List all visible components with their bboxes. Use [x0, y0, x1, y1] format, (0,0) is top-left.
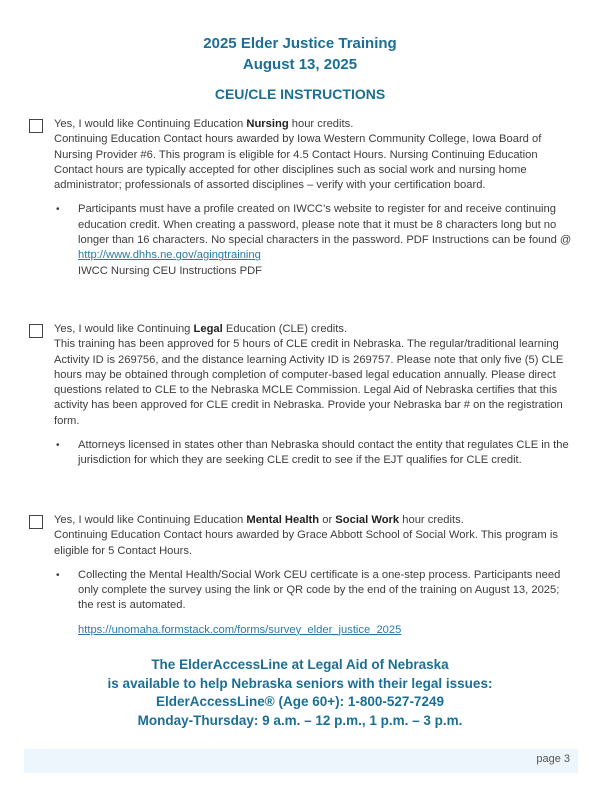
nursing-lead-bold: Nursing [246, 118, 289, 130]
legal-lead-bold: Legal [193, 323, 223, 335]
legal-lead-text: Yes, I would like Continuing [54, 323, 194, 335]
nursing-bullet-text: Participants must have a profile created on IWCC’s website to register for and receive continuing education credit. When creating a password, please note that it must be 8 characters long but no longer than 16 characters. No special characters in the password. PDF Instructions can be found @ [78, 203, 572, 247]
mh-lead-text: Yes, I would like Continuing Education [54, 514, 247, 526]
legal-lead-post: Education (CLE) credits. [222, 323, 348, 335]
legal-section [29, 322, 574, 469]
nursing-lead-post: hour credits. [288, 118, 354, 130]
mh-bullet-text: Collecting the Mental Health/Social Work CEU certificate is a one-step process. Participants need only complete the survey using the link or QR code by the end of the training on August 13, 2025; the rest is automated. [78, 568, 561, 612]
document-header [0, 33, 600, 104]
legal-description [54, 322, 574, 429]
mental-health-description [54, 513, 574, 559]
survey-link[interactable]: https://unomaha.formstack.com/forms/survey_elder_justice_2025 [78, 623, 402, 636]
contact-line-1: The ElderAccessLine at Legal Aid of Nebraska [151, 657, 449, 672]
mh-body: Continuing Education Contact hours awarded by Grace Abbott School of Social Work. This program is eligible for 5 Contact Hours. [54, 529, 558, 557]
legal-credit-checkbox[interactable] [29, 324, 43, 338]
contact-line-2: is available to help Nebraska seniors with their legal issues: [107, 675, 493, 691]
instructions-heading: CEU/CLE INSTRUCTIONS [214, 86, 386, 102]
nursing-description [54, 117, 574, 193]
legal-bullet [78, 438, 574, 469]
mh-lead-post: hour credits. [399, 514, 464, 526]
legal-bullet-text: Attorneys licensed in states other than Nebraska should contact the entity that regulates CLE in the jurisdiction for which they are seeking CLE credit to see if the EJT qualifies for CLE credit. [78, 439, 569, 467]
mh-lead-bold2: Social Work [335, 514, 400, 526]
mh-lead-bold: Mental Health [246, 514, 320, 526]
nursing-bullet [78, 202, 574, 278]
aging-training-link[interactable]: http://www.dhhs.ne.gov/agingtraining [78, 249, 261, 262]
nursing-body: Continuing Education Contact hours awarded by Iowa Western Community College, Iowa Board of Nursing Provider #6. This program is eligible for 4.5 Contact Hours. Nursing Continuing Education Contact hours are typically accepted for other disciplines such as social work and nursing home administrator; professionals of assorted disciplines – verify with your certification board. [54, 133, 542, 192]
mental-health-credit-checkbox[interactable] [29, 515, 43, 529]
iwcc-pdf-label: IWCC Nursing CEU Instructions PDF [78, 264, 263, 277]
nursing-credit-checkbox[interactable] [29, 119, 43, 133]
mental-health-section [29, 513, 574, 638]
mental-health-bullet [78, 568, 574, 614]
contact-hours: Monday-Thursday: 9 a.m. – 12 p.m., 1 p.m. – 3 p.m. [137, 712, 463, 728]
nursing-section [29, 117, 574, 279]
page-footer [24, 749, 578, 773]
page-number: page 3 [536, 753, 570, 765]
training-date: August 13, 2025 [242, 56, 358, 73]
training-title: 2025 Elder Justice Training [203, 35, 397, 52]
elder-access-line-info [0, 656, 600, 730]
contact-phone: ElderAccessLine® (Age 60+): 1-800-527-7249 [156, 694, 444, 709]
nursing-lead-text: Yes, I would like Continuing Education [54, 118, 247, 130]
legal-body: This training has been approved for 5 hours of CLE credit in Nebraska. The regular/traditional learning Activity ID is 269756, and the distance learning Activity ID is 269757. Please note that only five (5) CLE hours may be obtained through completion of computer-based legal education annually. Please direct questions related to CLE to the Nebraska MCLE Commission. Legal Aid of Nebraska certifies that this activity has been approved for CLE credit in Nebraska. Provide your Nebraska bar # on the registration form. [54, 338, 564, 427]
mh-lead-mid: or [319, 514, 336, 526]
